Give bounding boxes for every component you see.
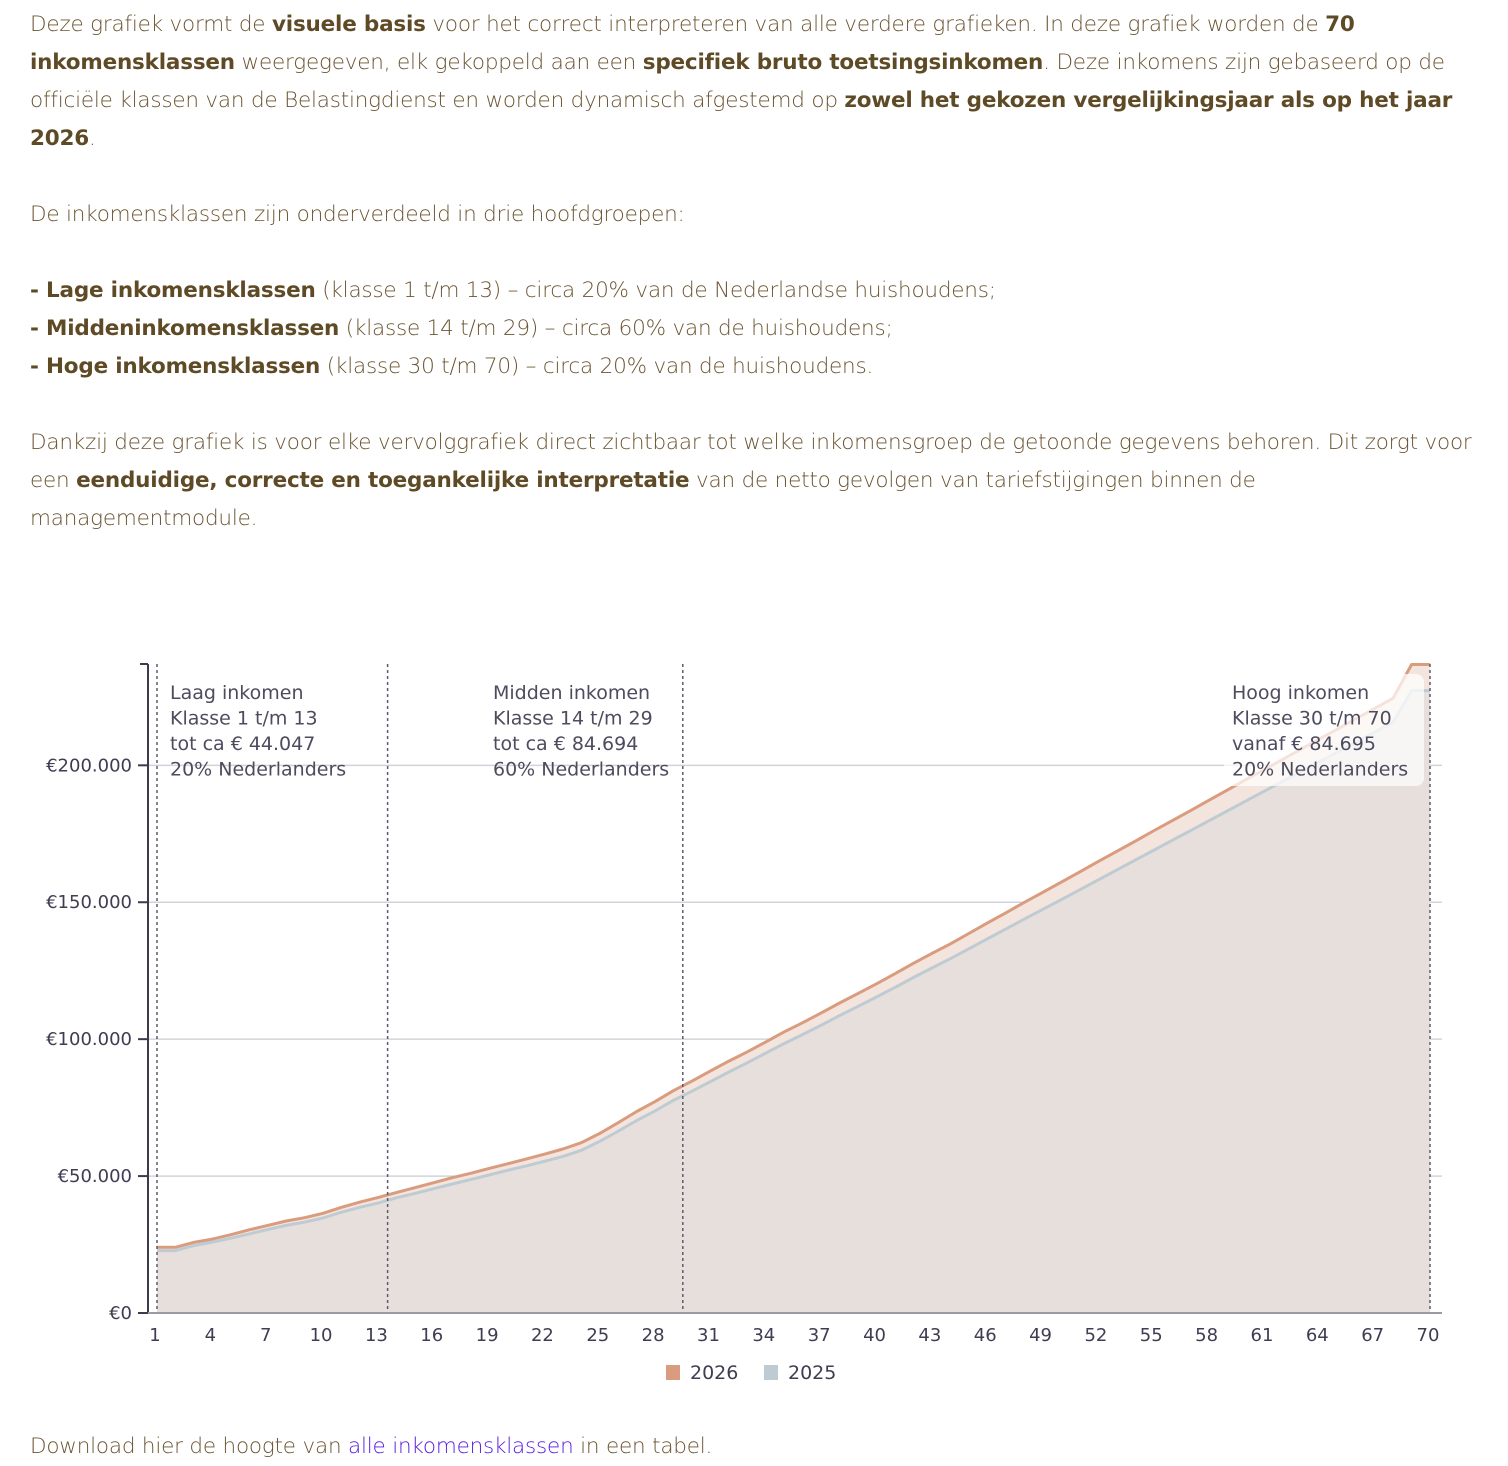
x-tick-label: 40 <box>863 1325 886 1346</box>
x-tick-label: 52 <box>1084 1325 1108 1346</box>
x-tick-label: 43 <box>918 1325 942 1346</box>
annotation-line: 60% Nederlanders <box>493 758 670 781</box>
annotation-line: Klasse 30 t/m 70 <box>1232 707 1392 730</box>
body-text: van de netto gevolgen van tariefstijgingen binnen de managementmodule. <box>30 468 1256 531</box>
x-tick-label: 55 <box>1139 1325 1163 1346</box>
group-label: - Hoge inkomensklassen <box>30 354 321 379</box>
annotation-line: Klasse 1 t/m 13 <box>170 707 318 730</box>
group-item-middle <box>30 310 1480 348</box>
body-text: voor het correct interpreteren van alle verdere grafieken. In deze grafiek worden de <box>425 12 1326 37</box>
emphasis-text: visuele basis <box>271 12 426 37</box>
x-tick-label: 28 <box>641 1325 665 1346</box>
income-class-chart <box>0 640 1508 1400</box>
x-tick-label: 61 <box>1250 1325 1274 1346</box>
x-tick-label: 19 <box>475 1325 499 1346</box>
emphasis-text: 70 inkomensklassen <box>30 12 1355 75</box>
x-tick-label: 37 <box>807 1325 831 1346</box>
group-detail: (klasse 14 t/m 29) – circa 60% van de huishoudens; <box>339 316 893 341</box>
y-tick-label: €100.000 <box>46 1029 132 1051</box>
download-text-before: Download hier de hoogte van <box>30 1434 349 1459</box>
x-tick-label: 10 <box>309 1325 333 1346</box>
annotation-low <box>170 682 346 781</box>
legend-item-2026[interactable] <box>666 1362 738 1384</box>
annotation-high <box>1224 674 1424 786</box>
y-tick-label: €0 <box>109 1303 132 1324</box>
legend-label: 2025 <box>788 1362 837 1384</box>
annotation-line: Laag inkomen <box>170 682 304 704</box>
annotation-line: Midden inkomen <box>493 682 651 704</box>
annotation-line: vanaf € 84.695 <box>1232 733 1376 755</box>
group-item-high <box>30 348 1480 386</box>
body-text: . <box>89 126 96 151</box>
body-text: Dankzij deze grafiek is voor elke vervolggrafiek direct zichtbaar tot welke inkomensgroep de getoonde gegevens behoren. Dit zorgt voor een <box>30 430 1472 493</box>
download-line <box>30 1428 1480 1466</box>
groups-intro: De inkomensklassen zijn onderverdeeld in drie hoofdgroepen: <box>30 202 685 227</box>
annotation-line: tot ca € 44.047 <box>170 733 316 755</box>
download-text-after: in een tabel. <box>573 1434 713 1459</box>
x-tick-label: 16 <box>420 1325 444 1346</box>
x-tick-label: 4 <box>204 1325 217 1346</box>
x-tick-label: 46 <box>973 1325 997 1346</box>
body-text: . Deze inkomens zijn gebaseerd op de officiële klassen van de Belastingdienst en worden dynamisch afgestemd op <box>30 50 1445 113</box>
group-annotations <box>170 674 1424 786</box>
chart-legend <box>666 1362 836 1384</box>
groups-list <box>30 272 1480 386</box>
intro-paragraph <box>30 6 1480 158</box>
emphasis-text: eenduidige, correcte en toegankelijke interpretatie <box>76 468 690 493</box>
all-income-classes-link[interactable]: alle inkomensklassen <box>348 1434 574 1459</box>
group-label: - Middeninkomensklassen <box>30 316 340 341</box>
x-tick-label: 70 <box>1416 1325 1440 1346</box>
annotation-line: 20% Nederlanders <box>170 758 347 781</box>
x-tick-label: 64 <box>1305 1325 1329 1346</box>
explanation-paragraph <box>30 424 1480 538</box>
x-tick-label: 7 <box>259 1325 272 1346</box>
annotation-line: tot ca € 84.694 <box>493 733 639 755</box>
legend-swatch <box>764 1365 778 1380</box>
x-tick-label: 25 <box>586 1325 610 1346</box>
group-item-low <box>30 272 1480 310</box>
x-tick-label: 22 <box>530 1325 554 1346</box>
x-tick-label: 1 <box>149 1325 161 1346</box>
emphasis-text: specifiek bruto toetsingsinkomen <box>642 50 1044 75</box>
annotation-line: 20% Nederlanders <box>1232 758 1409 781</box>
annotation-line: Hoog inkomen <box>1232 682 1370 704</box>
legend-label: 2026 <box>690 1362 739 1384</box>
body-text: weergegeven, elk gekoppeld aan een <box>234 50 643 75</box>
x-tick-label: 13 <box>364 1325 388 1346</box>
x-tick-label: 31 <box>697 1325 720 1346</box>
group-label: - Lage inkomensklassen <box>30 278 316 303</box>
y-tick-label: €50.000 <box>57 1166 132 1188</box>
y-tick-label: €150.000 <box>46 892 132 914</box>
legend-item-2025[interactable] <box>764 1362 836 1384</box>
group-detail: (klasse 1 t/m 13) – circa 20% van de Nederlandse huishoudens; <box>315 278 996 303</box>
annotation-line: Klasse 14 t/m 29 <box>493 707 653 730</box>
annotation-middle <box>493 682 669 781</box>
x-tick-label: 58 <box>1195 1325 1219 1346</box>
x-tick-label: 49 <box>1029 1325 1053 1346</box>
emphasis-text: zowel het gekozen vergelijkingsjaar als op het jaar 2026 <box>30 88 1453 151</box>
y-tick-label: €200.000 <box>46 755 132 777</box>
legend-swatch <box>666 1365 680 1380</box>
x-tick-label: 34 <box>752 1325 776 1346</box>
body-text: Deze grafiek vormt de <box>30 12 272 37</box>
x-tick-label: 67 <box>1361 1325 1385 1346</box>
group-detail: (klasse 30 t/m 70) – circa 20% van de huishoudens. <box>320 354 874 379</box>
